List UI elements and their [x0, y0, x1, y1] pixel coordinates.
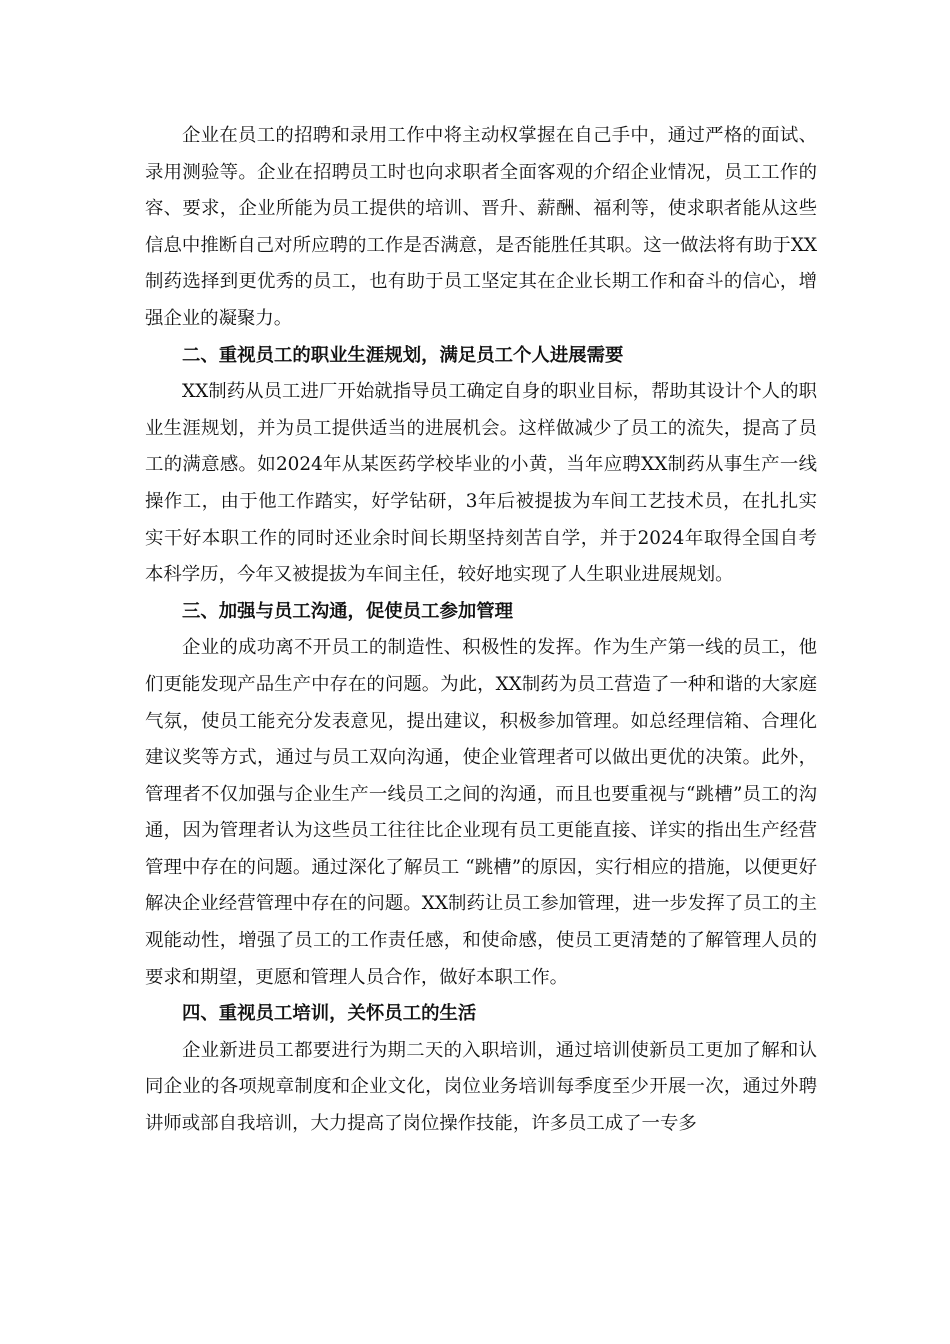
paragraph-communication: 企业的成功离不开员工的制造性、积极性的发挥。作为生产第一线的员工，他们更能发现产品生产中存在的问题。为此，XX制药为员工营造了一种和谐的大家庭气氛，使员工能充分发表意见，提出建议，积极参加管理。如总经理信箱、合理化建议奖等方式，通过与员工双向沟通，使企业管理者可以做出更优的决策。此外，管理者不仅加强与企业生产一线员工之间的沟通，而且也要重视与“跳槽”员工的沟通，因为管理者认为这些员工往往比企业现有员工更能直接、详实的指出生产经营管理中存在的问题。通过深化了解员工 “跳槽”的原因，实行相应的措施，以便更好解决企业经营管理中存在的问题。XX制药让员工参加管理，进一步发挥了员工的主观能动性，增强了员工的工作责任感，和使命感，使员工更清楚的了解管理人员的要求和期望，更愿和管理人员合作，做好本职工作。: [145, 637, 817, 988]
document-page: [145, 118, 817, 1143]
paragraph-recruitment: 企业在员工的招聘和录用工作中将主动权掌握在自己手中，通过严格的面试、录用测验等。企业在招聘员工时也向求职者全面客观的介绍企业情况，员工工作的容、要求，企业所能为员工提供的培训、晋升、薪酬、福利等，使求职者能从这些信息中推断自己对所应聘的工作是否满意，是否能胜任其职。这一做法将有助于XX制药选择到更优秀的员工，也有助于员工坚定其在企业长期工作和奋斗的信心，增强企业的凝聚力。: [145, 125, 817, 329]
section-heading-communication: 三、加强与员工沟通，促使员工参加管理: [182, 600, 514, 622]
section-heading-career-planning: 二、重视员工的职业生涯规划，满足员工个人进展需要: [182, 344, 624, 366]
paragraph-training: 企业新进员工都要进行为期二天的入职培训，通过培训使新员工更加了解和认同企业的各项规章制度和企业文化，岗位业务培训每季度至少开展一次，通过外聘讲师或部自我培训，大力提高了岗位操作技能，许多员工成了一专多: [145, 1039, 817, 1135]
section-heading-training: 四、重视员工培训，关怀员工的生活: [182, 1003, 477, 1025]
paragraph-career-planning: XX制药从员工进厂开始就指导员工确定自身的职业目标，帮助其设计个人的职业生涯规划，并为员工提供适当的进展机会。这样做减少了员工的流失，提高了员工的满意感。如2024年从某医药学校毕业的小黄，当年应聘XX制药从事生产一线操作工，由于他工作踏实，好学钻研，3年后被提拔为车间工艺技术员，在扎扎实实干好本职工作的同时还业余时间长期坚持刻苦自学，并于2024年取得全国自考本科学历，今年又被提拔为车间主任，较好地实现了人生职业进展规划。: [145, 381, 817, 586]
